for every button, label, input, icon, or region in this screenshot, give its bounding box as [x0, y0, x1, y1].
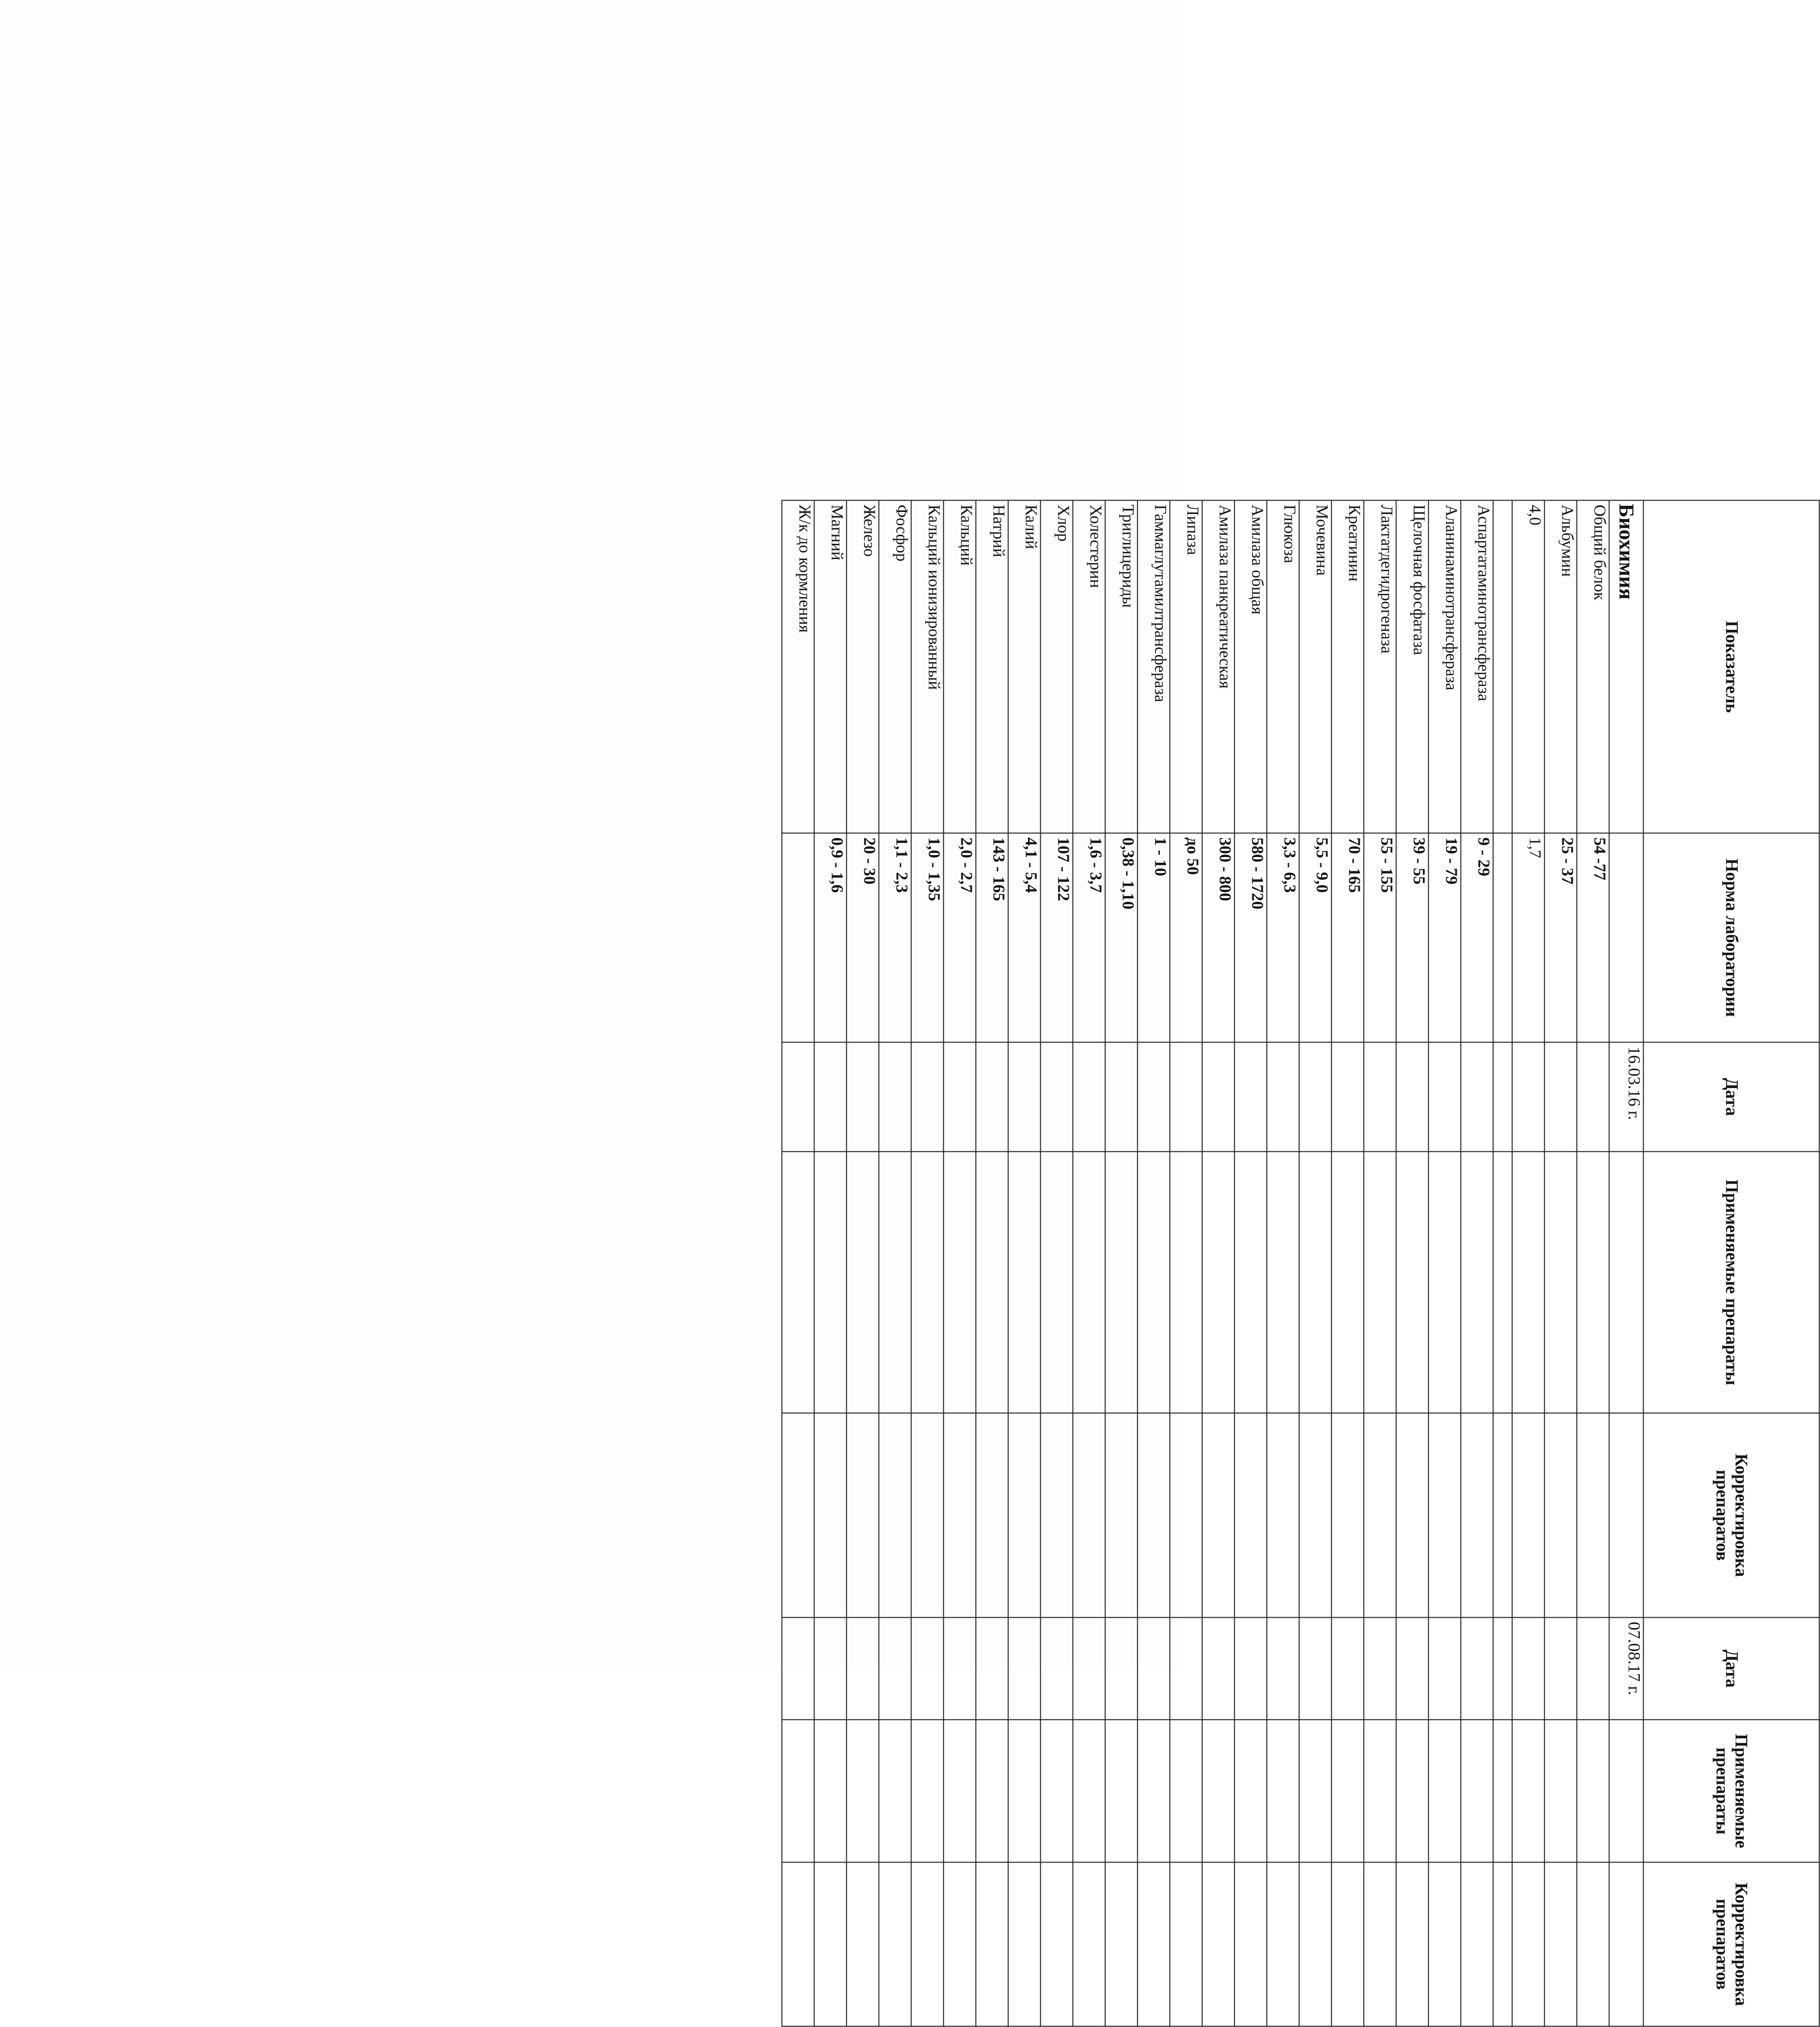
table-row	[1493, 501, 1512, 2027]
table-cell	[782, 1618, 814, 1720]
table-cell	[1008, 1413, 1041, 1618]
indicator-name: Триглицериды	[1105, 501, 1138, 833]
table-row	[1577, 501, 1609, 2027]
table-cell	[782, 1413, 814, 1618]
table-cell	[976, 1413, 1008, 1618]
table-cell	[879, 1720, 911, 1863]
table-cell	[1461, 1720, 1493, 1863]
biochemistry-table	[782, 500, 1820, 2027]
table-cell	[814, 1413, 847, 1618]
section-date-1: 16.03.16 г.	[1609, 1042, 1644, 1152]
table-cell	[1235, 1152, 1267, 1413]
table-cell	[1364, 1720, 1396, 1863]
table-cell	[1429, 1863, 1461, 2027]
table-row	[1267, 501, 1299, 2027]
table-cell	[814, 1863, 847, 2027]
table-cell	[976, 1863, 1008, 2027]
table-cell	[1235, 1042, 1267, 1152]
table-cell	[1267, 1720, 1299, 1863]
table-cell	[1512, 1618, 1545, 1720]
table-cell	[1545, 1152, 1577, 1413]
table-cell	[1493, 1413, 1512, 1618]
table-cell	[1008, 1152, 1041, 1413]
table-cell	[879, 1152, 911, 1413]
table-cell	[1364, 1863, 1396, 2027]
table-row	[1299, 501, 1332, 2027]
table-cell	[1105, 1618, 1138, 1720]
table-cell	[847, 1042, 879, 1152]
indicator-name: Аспартатаминотрансфераза	[1461, 501, 1493, 833]
table-cell	[1461, 1618, 1493, 1720]
header-date-1: Дата	[1644, 1042, 1820, 1152]
table-cell	[1299, 1413, 1332, 1618]
table-row	[1105, 501, 1138, 2027]
table-row	[944, 501, 976, 2027]
indicator-name: Фосфор	[879, 501, 911, 833]
indicator-name: Липаза	[1170, 501, 1202, 833]
table-cell	[1332, 1042, 1364, 1152]
table-cell	[1008, 1720, 1041, 1863]
table-cell	[1170, 1413, 1202, 1618]
table-cell	[1041, 1042, 1073, 1152]
table-row	[1170, 501, 1202, 2027]
table-cell	[847, 1720, 879, 1863]
table-header-row	[1644, 501, 1820, 2027]
table-cell	[1512, 1863, 1545, 2027]
table-cell	[1493, 1720, 1512, 1863]
table-cell	[1170, 1042, 1202, 1152]
table-cell	[847, 1618, 879, 1720]
lab-norm-value: 580 - 1720	[1235, 833, 1267, 1042]
indicator-name: Магний	[814, 501, 847, 833]
table-row	[1008, 501, 1041, 2027]
lab-norm-value: 55 - 155	[1364, 833, 1396, 1042]
lab-norm-value: 143 - 165	[976, 833, 1008, 1042]
table-cell	[1364, 1042, 1396, 1152]
table-cell	[1170, 1863, 1202, 2027]
table-cell	[944, 1720, 976, 1863]
table-cell	[1202, 1413, 1235, 1618]
table-cell	[1545, 1720, 1577, 1863]
table-cell	[1138, 1413, 1170, 1618]
indicator-name: Кальций ионизированный	[911, 501, 944, 833]
table-cell	[1267, 1863, 1299, 2027]
indicator-name: Мочевина	[1299, 501, 1332, 833]
table-cell	[1429, 1152, 1461, 1413]
table-cell	[1041, 1618, 1073, 1720]
table-cell	[1429, 1413, 1461, 1618]
table-cell	[879, 1863, 911, 2027]
table-cell	[944, 1413, 976, 1618]
indicator-name: Гаммаглутамилтрансфераза	[1138, 501, 1170, 833]
table-cell	[1577, 1618, 1609, 1720]
header-indicator: Показатель	[1644, 501, 1820, 833]
lab-results-sheet	[795, 500, 1820, 2026]
table-cell	[1235, 1413, 1267, 1618]
table-cell	[976, 1720, 1008, 1863]
lab-norm-value: до 50	[1170, 833, 1202, 1042]
indicator-name: Щелочная фосфатаза	[1396, 501, 1429, 833]
table-cell	[1512, 1152, 1545, 1413]
table-cell	[1577, 1720, 1609, 1863]
indicator-name: Калий	[1008, 501, 1041, 833]
table-cell	[1396, 1863, 1429, 2027]
section-title: Биохимия	[1609, 501, 1644, 833]
table-cell	[1577, 1863, 1609, 2027]
table-cell	[782, 1152, 814, 1413]
lab-norm-value: 2,0 - 2,7	[944, 833, 976, 1042]
table-cell	[782, 1042, 814, 1152]
table-cell	[1267, 1042, 1299, 1152]
table-cell	[976, 1618, 1008, 1720]
table-cell	[1609, 833, 1644, 1042]
lab-norm-value: 1,0 - 1,35	[911, 833, 944, 1042]
lab-norm-value: 4,1 - 5,4	[1008, 833, 1041, 1042]
table-cell	[1299, 1042, 1332, 1152]
indicator-name: Холестерин	[1073, 501, 1105, 833]
header-drugs-1: Применяемые препараты	[1644, 1152, 1820, 1413]
table-cell	[944, 1618, 976, 1720]
table-cell	[1041, 1413, 1073, 1618]
lab-norm-value: 1,1 - 2,3	[879, 833, 911, 1042]
indicator-name: Альбумин	[1545, 501, 1577, 833]
table-cell	[911, 1720, 944, 1863]
table-row	[1429, 501, 1461, 2027]
table-cell	[1332, 1152, 1364, 1413]
indicator-name: 4,0	[1512, 501, 1545, 833]
table-cell	[1545, 1042, 1577, 1152]
table-row	[1396, 501, 1429, 2027]
section-date-2: 07.08.17 г.	[1609, 1618, 1644, 1720]
table-cell	[1429, 1720, 1461, 1863]
lab-norm-value: 25 - 37	[1545, 833, 1577, 1042]
table-cell	[1299, 1720, 1332, 1863]
table-cell	[1041, 1863, 1073, 2027]
table-row	[1512, 501, 1545, 2027]
table-cell	[1041, 1152, 1073, 1413]
header-date-2: Дата	[1644, 1618, 1820, 1720]
indicator-name: Кальций	[944, 501, 976, 833]
table-cell	[1299, 1618, 1332, 1720]
table-cell	[1332, 1720, 1364, 1863]
table-row	[782, 501, 814, 2027]
lab-norm-value: 1,6 - 3,7	[1073, 833, 1105, 1042]
lab-norm-value	[782, 833, 814, 1042]
indicator-name: Амилаза общая	[1235, 501, 1267, 833]
table-cell	[1332, 1413, 1364, 1618]
table-cell	[1364, 1618, 1396, 1720]
indicator-name: Ж/к до кормления	[782, 501, 814, 833]
table-cell	[782, 1863, 814, 2027]
table-cell	[1073, 1863, 1105, 2027]
table-cell	[1170, 1618, 1202, 1720]
lab-norm-value: 3,3 - 6,3	[1267, 833, 1299, 1042]
table-cell	[1299, 1152, 1332, 1413]
table-cell	[879, 1413, 911, 1618]
table-cell	[1170, 1152, 1202, 1413]
table-cell	[1429, 1042, 1461, 1152]
lab-norm-value: 54 -77	[1577, 833, 1609, 1042]
header-correction-2: Корректировка препаратов	[1644, 1863, 1820, 2027]
indicator-name: Железо	[847, 501, 879, 833]
table-row	[1202, 501, 1235, 2027]
indicator-name: Глюкоза	[1267, 501, 1299, 833]
lab-norm-value: 107 - 122	[1041, 833, 1073, 1042]
table-cell	[1008, 1863, 1041, 2027]
table-cell	[1202, 1042, 1235, 1152]
table-cell	[814, 1152, 847, 1413]
indicator-name: Лактатдегидрогеназа	[1364, 501, 1396, 833]
table-cell	[1105, 1042, 1138, 1152]
table-row	[879, 501, 911, 2027]
table-cell	[1609, 1863, 1644, 2027]
table-cell	[847, 1413, 879, 1618]
indicator-name: Хлор	[1041, 501, 1073, 833]
table-cell	[976, 1042, 1008, 1152]
indicator-name: Аланинаминотрансфераза	[1429, 501, 1461, 833]
table-cell	[911, 1042, 944, 1152]
table-cell	[1170, 1720, 1202, 1863]
table-cell	[1364, 1152, 1396, 1413]
table-cell	[1267, 1413, 1299, 1618]
lab-norm-value	[1493, 833, 1512, 1042]
table-cell	[814, 1042, 847, 1152]
table-cell	[1138, 1720, 1170, 1863]
table-cell	[1577, 1152, 1609, 1413]
table-cell	[1512, 1720, 1545, 1863]
table-cell	[1073, 1042, 1105, 1152]
table-cell	[1364, 1413, 1396, 1618]
table-cell	[1202, 1720, 1235, 1863]
table-cell	[1235, 1720, 1267, 1863]
table-cell	[911, 1413, 944, 1618]
lab-norm-value: 9 - 29	[1461, 833, 1493, 1042]
header-lab-norm: Норма лаборатории	[1644, 833, 1820, 1042]
table-cell	[1396, 1152, 1429, 1413]
indicator-name: Натрий	[976, 501, 1008, 833]
table-cell	[1429, 1618, 1461, 1720]
table-cell	[1332, 1618, 1364, 1720]
table-row	[1545, 501, 1577, 2027]
table-cell	[1396, 1720, 1429, 1863]
table-cell	[1577, 1042, 1609, 1152]
table-cell	[1202, 1863, 1235, 2027]
table-row	[1235, 501, 1267, 2027]
table-cell	[1609, 1720, 1644, 1863]
table-cell	[1202, 1618, 1235, 1720]
table-cell	[1235, 1863, 1267, 2027]
table-cell	[1609, 1413, 1644, 1618]
table-cell	[879, 1618, 911, 1720]
table-cell	[1512, 1413, 1545, 1618]
table-cell	[944, 1863, 976, 2027]
table-cell	[1138, 1618, 1170, 1720]
table-cell	[1267, 1152, 1299, 1413]
table-cell	[1299, 1863, 1332, 2027]
table-cell	[1041, 1720, 1073, 1863]
table-cell	[1461, 1042, 1493, 1152]
table-cell	[911, 1618, 944, 1720]
table-row	[1461, 501, 1493, 2027]
table-cell	[1008, 1042, 1041, 1152]
table-cell	[1332, 1863, 1364, 2027]
table-cell	[1396, 1413, 1429, 1618]
table-cell	[782, 1720, 814, 1863]
table-cell	[911, 1152, 944, 1413]
table-cell	[1493, 1042, 1512, 1152]
lab-norm-value: 39 - 55	[1396, 833, 1429, 1042]
table-cell	[1609, 1152, 1644, 1413]
table-cell	[976, 1152, 1008, 1413]
lab-norm-value: 0,9 - 1,6	[814, 833, 847, 1042]
table-cell	[847, 1152, 879, 1413]
table-cell	[1138, 1863, 1170, 2027]
lab-norm-value: 5,5 - 9,0	[1299, 833, 1332, 1042]
table-cell	[1545, 1863, 1577, 2027]
indicator-name: Амилаза панкреатическая	[1202, 501, 1235, 833]
table-cell	[1493, 1618, 1512, 1720]
table-row	[1364, 501, 1396, 2027]
table-cell	[1577, 1413, 1609, 1618]
table-cell	[879, 1042, 911, 1152]
table-row	[814, 501, 847, 2027]
table-row	[976, 501, 1008, 2027]
table-row	[1138, 501, 1170, 2027]
header-drugs-2: Применяемые препараты	[1644, 1720, 1820, 1863]
table-cell	[1493, 1863, 1512, 2027]
table-cell	[1545, 1618, 1577, 1720]
table-cell	[1461, 1863, 1493, 2027]
table-row	[1332, 501, 1364, 2027]
table-cell	[1073, 1618, 1105, 1720]
lab-norm-value: 70 - 165	[1332, 833, 1364, 1042]
table-cell	[1461, 1413, 1493, 1618]
table-cell	[847, 1863, 879, 2027]
table-cell	[1105, 1152, 1138, 1413]
table-cell	[1073, 1152, 1105, 1413]
table-cell	[1073, 1720, 1105, 1863]
table-cell	[1138, 1152, 1170, 1413]
table-cell	[1396, 1042, 1429, 1152]
table-row	[847, 501, 879, 2027]
table-cell	[1235, 1618, 1267, 1720]
lab-norm-value: 19 - 79	[1429, 833, 1461, 1042]
table-cell	[944, 1152, 976, 1413]
table-cell	[1267, 1618, 1299, 1720]
table-cell	[1202, 1152, 1235, 1413]
indicator-name: Общий белок	[1577, 501, 1609, 833]
table-row	[911, 501, 944, 2027]
indicator-name: Креатинин	[1332, 501, 1364, 833]
table-cell	[1105, 1720, 1138, 1863]
lab-norm-value: 300 - 800	[1202, 833, 1235, 1042]
table-cell	[1073, 1413, 1105, 1618]
header-correction-1: Корректировка препаратов	[1644, 1413, 1820, 1618]
table-cell	[1493, 1152, 1512, 1413]
table-cell	[814, 1618, 847, 1720]
section-row	[1609, 501, 1644, 2027]
lab-norm-value: 1,7	[1512, 833, 1545, 1042]
table-cell	[1008, 1618, 1041, 1720]
lab-norm-value: 20 - 30	[847, 833, 879, 1042]
table-row	[1041, 501, 1073, 2027]
table-cell	[1138, 1042, 1170, 1152]
table-cell	[1512, 1042, 1545, 1152]
table-cell	[1396, 1618, 1429, 1720]
table-cell	[1461, 1152, 1493, 1413]
table-cell	[1105, 1863, 1138, 2027]
table-cell	[911, 1863, 944, 2027]
table-cell	[944, 1042, 976, 1152]
lab-norm-value: 0,38 - 1,10	[1105, 833, 1138, 1042]
lab-norm-value: 1 - 10	[1138, 833, 1170, 1042]
indicator-name	[1493, 501, 1512, 833]
table-row	[1073, 501, 1105, 2027]
table-cell	[1545, 1413, 1577, 1618]
table-cell	[1105, 1413, 1138, 1618]
table-cell	[814, 1720, 847, 1863]
